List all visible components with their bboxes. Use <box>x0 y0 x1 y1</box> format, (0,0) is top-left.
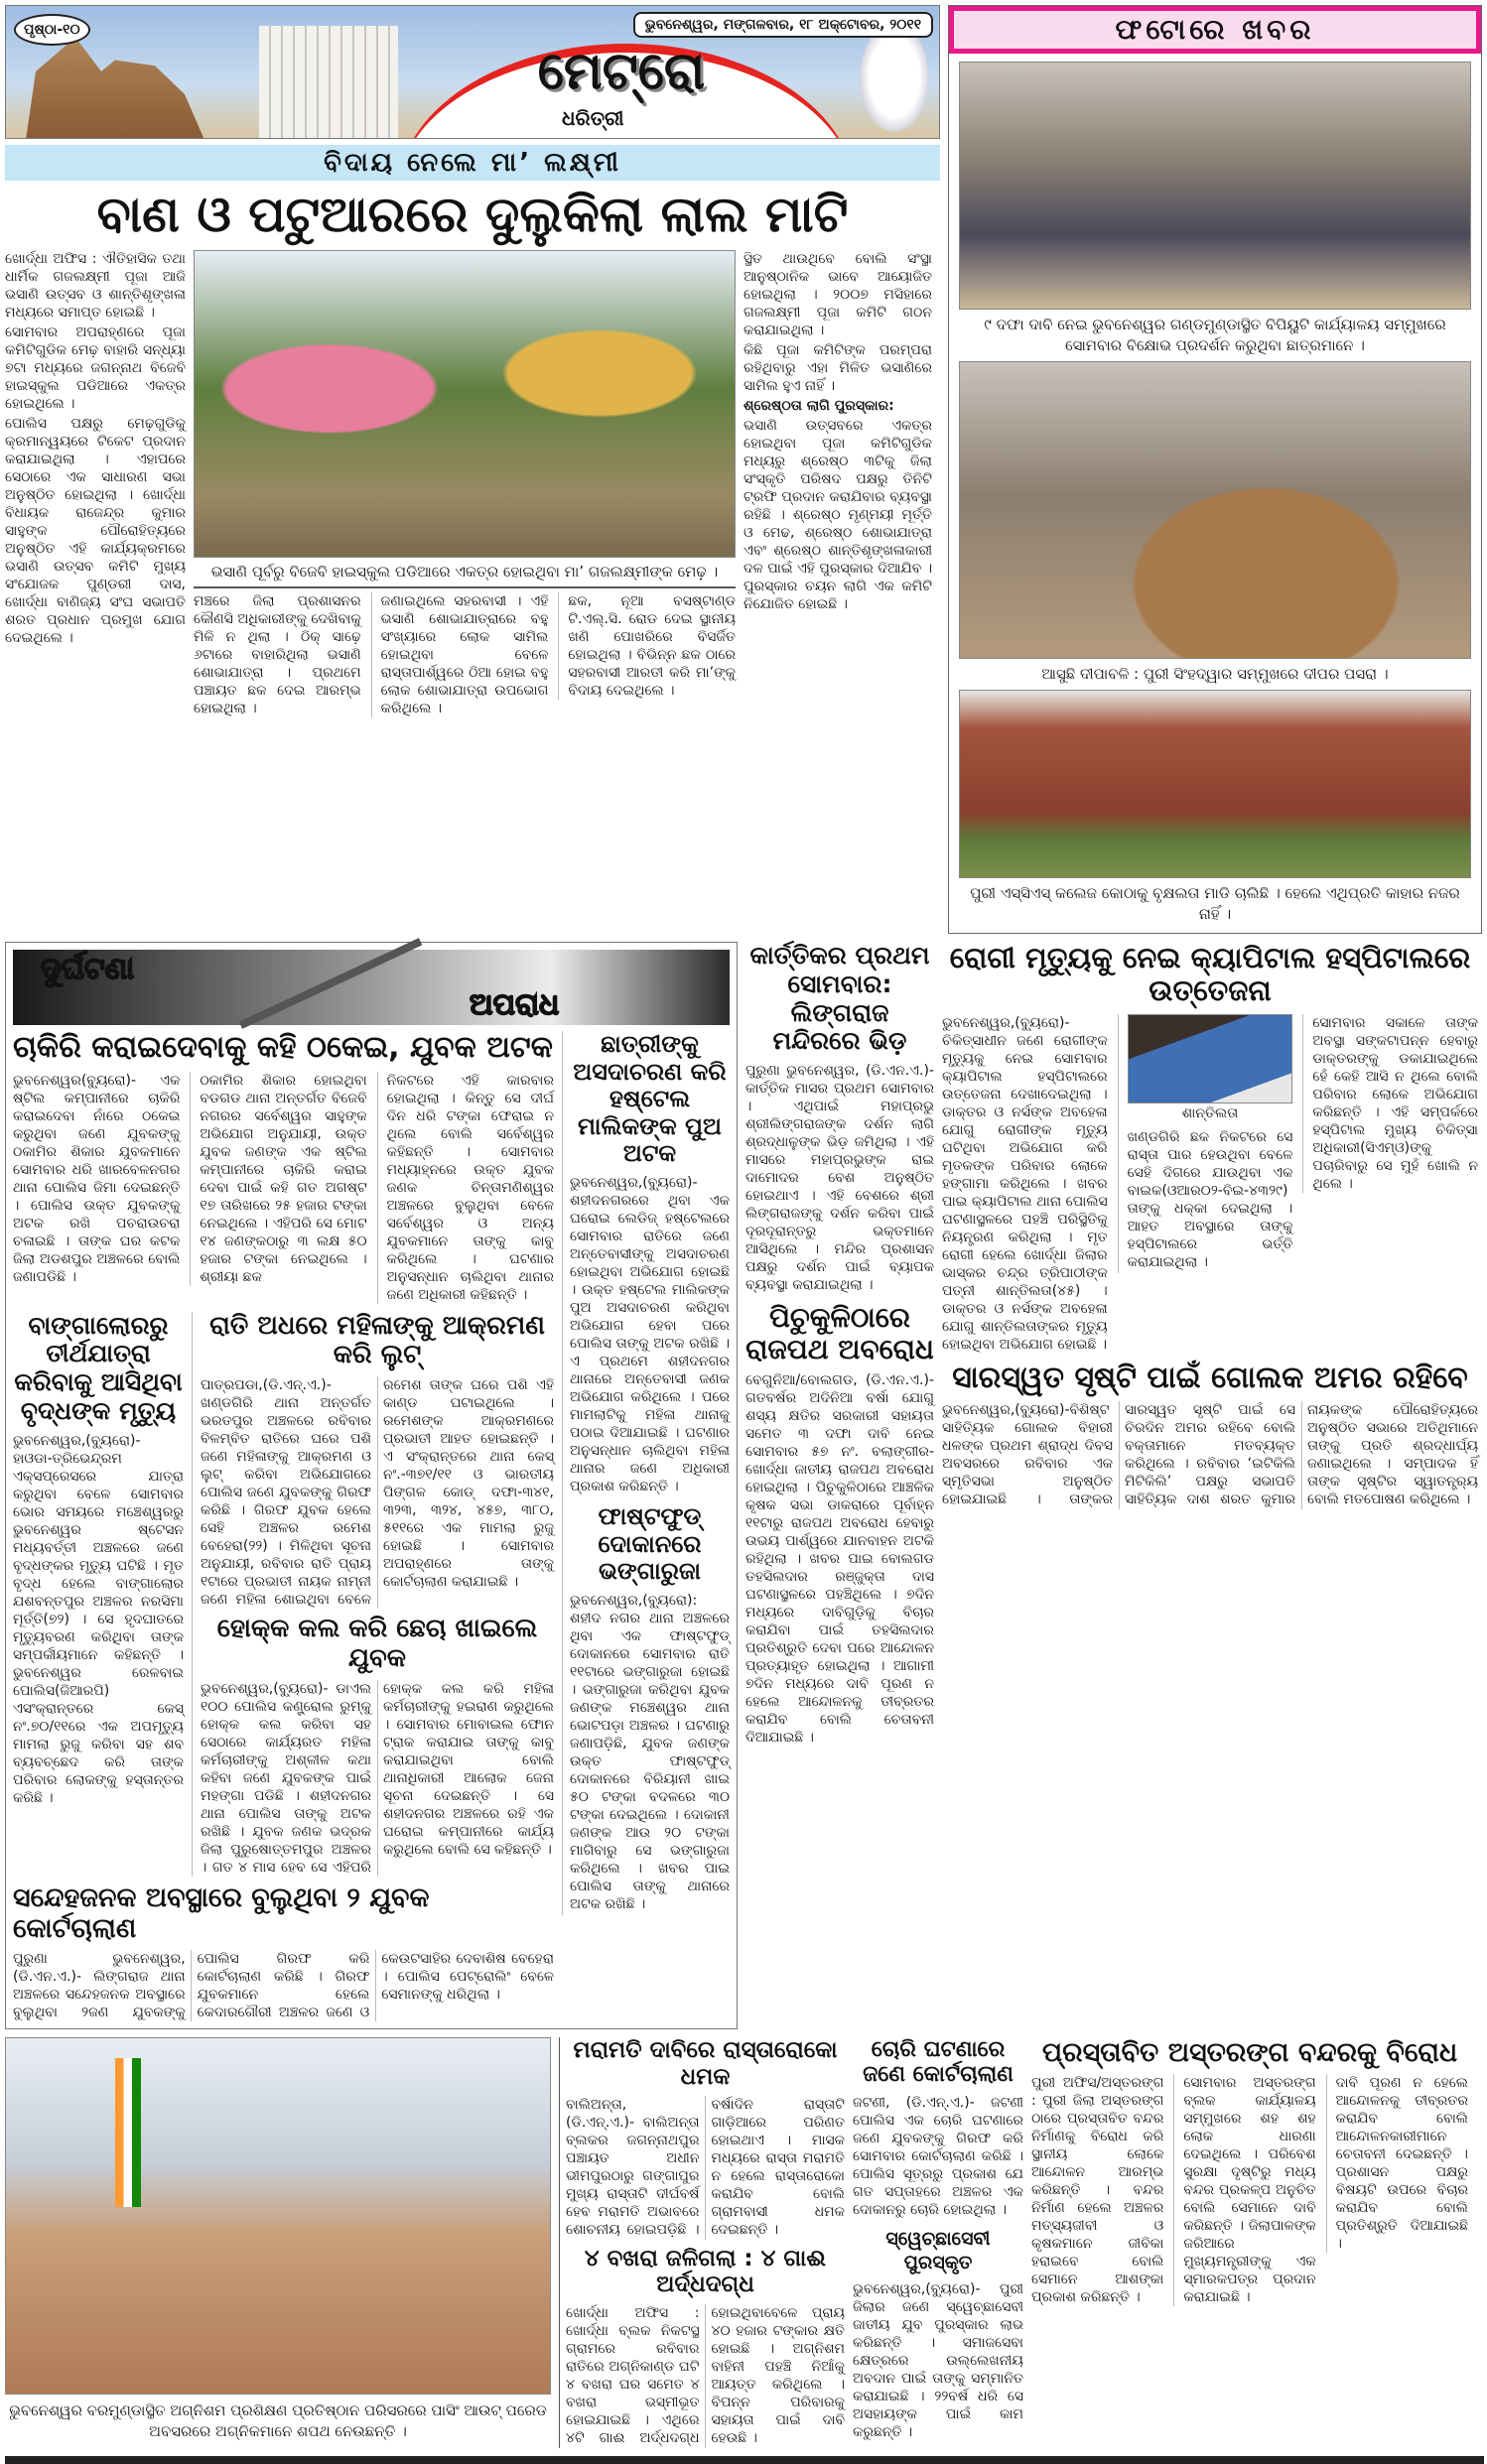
fire-headline: ୪ ବଖରା ଜଳିଗଲା : ୪ ଗାଈ ଅର୍ଦ୍ଧଦଗ୍ଧ <box>584 2246 827 2298</box>
paragraph: ପୁରୁଣା ଭୁବନେଶ୍ୱର, (ଡି.ଏନ.ଏ.)-କାର୍ତ୍ତିକ ମାସର ପ୍ରଥମ ସୋମବାର । ଏଥିପାଇଁ ମହାପ୍ରଭୁ ଶ୍ରୀଲିଙ୍ଗରାଜଙ୍କ ଦର୍ଶନ ଲାଗି ଶ୍ରଦ୍ଧାଳୁଙ୍କ ଭିଡ଼ ଜମିଥିଲା । ଏହି ମାସରେ ମହାପ୍ରଭୁଙ୍କ ରାଇ ଦାମୋଦର ବେଶ ଅନୁଷ୍ଠିତ ହୋଇଥାଏ । ଏହି ବେଶରେ ଶ୍ରୀ ଲିଙ୍ଗରାଜଙ୍କୁ ଦର୍ଶନ କରିବା ପାଇଁ ଦୂରଦୂରାନ୍ତରୁ ଭକ୍ତମାନେ ଆସିଥିଲେ । ମନ୍ଦିର ପ୍ରଶାସନ ପକ୍ଷରୁ ଦର୍ଶନ ପାଇଁ ବ୍ୟାପକ ବ୍ୟବସ୍ଥା କରାଯାଇଥିଲା । <box>745 1063 934 1293</box>
paragraph: ଜଣାଇଥିଲେ ସହରବାସୀ । ଏହି ଭସାଣି ଶୋଭାଯାତ୍ରାରେ ବହୁ ସଂଖ୍ୟାରେ ଲୋକ ସାମିଲ ହୋଇଥିବା ବେଳେ ରାସ୍ତାପାର୍ଶ୍ୱରେ ଠିଆ ହୋଇ ବହୁ ଲୋକ ଶୋଭାଯାତ୍ରା ଉପଭୋଗ କରିଥିଲେ । <box>371 592 549 717</box>
paragraph: ସୋମବାର ଅସ୍ତରଙ୍ଗ ବ୍ଲକ କାର୍ଯ୍ୟାଳୟ ସମ୍ମୁଖରେ ଶହ ଶହ ଲୋକ ଧାରଣା ଦେଇଥିଲେ । ପରିବେଶ ସୁରକ୍ଷା ଦୃଷ୍ଟିରୁ ମଧ୍ୟ ବନ୍ଦର ପ୍ରକଳ୍ପ ଅନୁଚିତ ବୋଲି ସେମାନେ ଦାବି କରିଛନ୍ତି । ଜିଲାପାଳଙ୍କ ଜରିଆରେ ମୁଖ୍ୟମନ୍ତ୍ରୀଙ୍କୁ ଏକ ସ୍ମାରକପତ୍ର ପ୍ରଦାନ କରାଯାଇଛି । <box>1173 2074 1315 2306</box>
crime-story-job-fraud <box>13 1072 554 1306</box>
college-building-photo <box>959 690 1471 878</box>
crime-side <box>562 1031 730 1915</box>
port-block <box>1031 2037 1468 2308</box>
paragraph: ମଞ୍ଚରେ ଜିଲା ପ୍ରଶାସନର କୌଣସି ଅଧିକାରୀଙ୍କୁ ଦେଖିବାକୁ ମିଳି ନ ଥିଲା । ଠିକ୍ ସାଢ଼େ ୬ଟାରେ ବାହାରିଥିଲା ଭସାଣି ଶୋଭାଯାତ୍ରା । ପ୍ରଥମେ ପଞ୍ଚାୟତ ଛକ ଦେଇ ଆରମ୍ଭ ହୋଇଥିଲା । <box>194 592 361 716</box>
passing-out-parade-photo <box>5 2037 551 2395</box>
top-band <box>5 5 1484 934</box>
paragraph: ଖୋର୍ଦ୍ଧା ଅଫିସ : ଐତିହାସିକ ତଥା ଧାର୍ମିକ ଗଜଲକ୍ଷ୍ମୀ ପୂଜା ଆଜି ଭସାଣି ଉତ୍ସବ ଓ ଶାନ୍ତିଶୃଙ୍ଖଳା ମଧ୍ୟରେ ସମାପ୍ତ ହୋଇଛି । <box>5 250 186 321</box>
page-bottom-rule <box>5 2456 1484 2464</box>
crime-headline-hostel: ଛାତ୍ରୀଙ୍କୁ ଅସଦାଚରଣ କରି ହଷ୍ଟେଲ ମାଲିକଙ୍କ ପୁଅ ଅଟକ <box>573 1030 727 1168</box>
paragraph: ଭୁବନେଶ୍ୱର,(ବ୍ୟୁରୋ)- ଡାଏଲ ୧୦୦ ପୋଲିସ କଣ୍ଟ୍ରୋଲ ରୁମ୍‌କୁ ହୋକ୍କ କଲ କରିବା ସହ ସେଠାରେ କାର୍ଯ୍ୟରତ ମହିଳା କର୍ମଚାରୀଙ୍କୁ ଅଶ୍ଳୀଳ କଥା କହିବା ଜଣେ ଯୁବକଙ୍କ ପାଇଁ ମହଙ୍ଗା ପଡିଛି । ଶହୀଦନଗର ଥାନା ପୋଲିସ ତାଙ୍କୁ ଅଟକ ରଖିଛି । ଯୁବକ ଜଣକ ଭଦ୍ରକ ଜିଲା ପୁରୁଷୋତ୍ତମପୁର ଅଞ୍ଚଳର । ଗତ ୪ ମାସ ହେବ ସେ ଏହିପରି ହୋକ୍କ କଲ କରି ମହିଳା କର୍ମଚାରୀଙ୍କୁ ହଇରାଣ କରୁଥିଲେ । ସୋମବାର ମୋବାଇଲ ଫୋନ ଟ୍ରାକ କରାଯାଇ ତାଙ୍କୁ କାବୁ କରାଯାଇଥିବା ବୋଲି ଥାନାଧିକାରୀ ଆଲୋକ ଜେନା ସୂଚନା ଦେଇଛନ୍ତି । ସେ ଶହୀଦନଗର ଅଞ୍ଚଳରେ ରହି ଏକ ଘରୋଇ କମ୍ପାନୀରେ କାର୍ଯ୍ୟ କରୁଥିଲେ ବୋଲି ସେ କହିଛନ୍ତି । <box>201 1681 554 1877</box>
paragraph: ସୋମବାର ଅପରାହ୍ଣରେ ପୂଜା କମିଟିଗୁଡିକ ମେଢ଼ ବାହାରି ସନ୍ଧ୍ୟା ୭ଟା ମଧ୍ୟରେ ଜଗନ୍ନାଥ ବିଜେବି ହାଇସ୍କୁଲ ପଡିଆରେ ଏକତ୍ର ହୋଇଥିଲେ । <box>5 324 186 412</box>
paragraph: ପାତ୍ରପଡା,(ଡି.ଏନ୍.ଏ.)- ଖଣ୍ଡଗିରି ଥାନା ଅନ୍ତର୍ଗତ ଭରତପୁର ଅଞ୍ଚଳରେ ରବିବାର ବିଳମ୍ବିତ ରାତିରେ ଘରେ ପଶି ଜଣେ ମହିଳାଙ୍କୁ ଆକ୍ରମଣ ଓ ଲୁଟ୍ କରିବା ଅଭିଯୋଗରେ ପୋଲିସ ଜଣେ ଯୁବକଙ୍କୁ ଗିରଫ କରିଛି । ଗିରଫ ଯୁବକ ହେଲେ ସେହି ଅଞ୍ଚଳର ରମେଶ ବେହେରା(୨୨) । ମିଳିଥିବା ସୂଚନା ଅନୁଯାୟୀ, ରବିବାର ରାତି ପ୍ରାୟ ୧ଟାରେ ପ୍ରଭାତୀ ନାୟକ ନାମ୍ନୀ ଜଣେ ମହିଳା ଶୋଇଥିବା ବେଳେ ରମେଶ ତାଙ୍କ ଘରେ ପଶି ଏହି କାଣ୍ଡ ଘଟାଇଥିଲେ । ରମେଶଙ୍କ ଆକ୍ରମଣରେ ପ୍ରଭାତୀ ଆହତ ହୋଇଛନ୍ତି । ଏ ସଂକ୍ରାନ୍ତରେ ଥାନା କେସ୍ ନଂ.-୩୭୧/୧୧ ଓ ଭାରତୀୟ ପିଙ୍ଗଳ କୋଡ୍ ଦଫା-୩୪୧, ୩୨୩, ୩୨୪, ୪୫୭, ୩୮୦, ୫୧୧ରେ ଏକ ମାମଲା ରୁଜୁ ହୋଇଛି । ସୋମବାର ଅପରାହ୍ଣରେ ତାଙ୍କୁ କୋର୍ଟଚାଲାଣ କରାଯାଇଛି । <box>201 1377 554 1609</box>
lead-kicker: ବିଦାୟ ନେଲେ ମା’ ଲକ୍ଷ୍ମୀ <box>5 145 940 181</box>
crime-banner-line1: ଦୁର୍ଘଟଣା <box>41 952 135 986</box>
lead-column-bottom <box>194 592 736 719</box>
paragraph: ଦାବି ପୂରଣ ନ ହେଲେ ଆନ୍ଦୋଳନକୁ ତୀବ୍ରତର କରାଯିବ ବୋଲି ଆନ୍ଦୋଳନକାରୀମାନେ ଚେତାବନୀ ଦେଇଛନ୍ତି । ପ୍ରଶାସନ ପକ୍ଷରୁ ବିଷୟଟି ଉପରେ ବିଚାର କରାଯିବ ବୋଲି ପ୍ରତିଶ୍ରୁତି ଦିଆଯାଇଛି । <box>1326 2074 1468 2253</box>
crime-headline-hoax-call: ହୋକ୍କ କଲ କରି ଛେଚା ଖାଇଲେ ଯୁବକ <box>216 1614 538 1674</box>
photo-news-title: ଫଟୋରେ ଖବର <box>954 11 1476 49</box>
pithukuli-headline: ପିଚୁକୁଳିଠାରେ ରାଜପଥ ଅବରୋଧ <box>745 1301 934 1366</box>
lead-headline: ବାଣ ଓ ପଟୁଆରରେ ଦୁଲୁକିଲା ଲାଲ ମାଟି <box>96 186 849 243</box>
masthead <box>5 5 940 139</box>
paragraph: ଭୁବନେଶ୍ୱର,(ବ୍ୟୁରୋ): ଶହୀଦ ନଗର ଥାନା ଅଞ୍ଚଳରେ ଥିବା ଏକ ଫାଷ୍ଟଫୁଡ୍ ଦୋକାନରେ ସୋମବାର ରାତି ୧୧ଟାରେ ଭଙ୍ଗାରୁଜା ହୋଇଛି । ଭଙ୍ଗାରୁଜା କରିଥିବା ଯୁବକ ଜଣଙ୍କ ମଞ୍ଚେଶ୍ୱର ଥାନା ଭୋଟପଡ଼ା ଅଞ୍ଚଳର । ଘଟଣାରୁ ଜଣାପଡ଼ିଛି, ଯୁବକ ଜଣଙ୍କ ଉକ୍ତ ଫାଷ୍ଟଫୁଡ୍ ଦୋକାନରେ ବିରିୟାନୀ ଖାଇ ୫୦ ଟଙ୍କା ବଦଳରେ ୩୦ ଟଙ୍କା ଦେଇଥିଲେ । ଦୋକାନୀ ଜଣଙ୍କ ଆଉ ୨୦ ଟଙ୍କା ମାଗିବାରୁ ସେ ଭଙ୍ଗାରୁଜା କରିଥିଲେ । ଖବର ପାଇ ପୋଲିସ ତାଙ୍କୁ ଥାନାରେ ଅଟକ ରଖିଛି । <box>570 1592 730 1912</box>
photo-news-header <box>949 6 1481 54</box>
crime-headline-robbery: ରାତି ଅଧରେ ମହିଳାଙ୍କୁ ଆକ୍ରମଣ କରି ଲୁଟ୍ <box>209 1310 545 1370</box>
maramati-story <box>566 2096 845 2240</box>
crime-section <box>5 942 738 2029</box>
lead-story <box>5 250 940 719</box>
crime-story-hostel <box>570 1174 730 1497</box>
paragraph: ସୋମବାର ସକାଳେ ତାଙ୍କ ଅବସ୍ଥା ସଙ୍କଟାପନ୍ନ ହେବାରୁ ଡାକ୍ତରଙ୍କୁ ଡକାଯାଇଥିଲେ ହେଁ କେହି ଆସି ନ ଥିଲେ ବୋଲି ପରିବାର ଲୋକେ ଅଭିଯୋଗ କରିଛନ୍ତି । ଏହି ସମ୍ପର୍କରେ ହସ୍ପିଟାଲ ମୁଖ୍ୟ ଚିକିତ୍ସା ଅଧିକାରୀ(ସିଏମ୍‌ଓ)ଙ୍କୁ ପଚାରିବାରୁ ସେ ମୁହଁ ଖୋଲି ନ ଥିଲେ । <box>1302 1014 1478 1193</box>
page-number: ପୃଷ୍ଠା-୧୦ <box>14 14 90 46</box>
photo-caption-college: ପୁରୀ ଏସ୍‌ସିଏସ୍ କଲେଜ କୋଠାକୁ ବୃକ୍ଷଲତା ମାଡି ଚାଲିଛି । ହେଲେ ଏଥିପ୍ରତି କାହାର ନଜର ନାହିଁ । <box>970 884 1460 923</box>
photo-caption-protest: ୯ ଦଫା ଦାବି ନେଇ ଭୁବନେଶ୍ୱର ଗଣ୍ଡମୁଣ୍ଡାସ୍ଥିତ ବିପିୟୁଟି କାର୍ଯ୍ୟାଳୟ ସମ୍ମୁଖରେ ସୋମବାର ବିକ୍ଷୋଭ ପ୍ରଦର୍ଶନ କରୁଥିବା ଛାତ୍ରମାନେ । <box>984 316 1446 354</box>
lead-center <box>194 250 736 719</box>
paragraph: ଛକ, ନୂଆ ବସଷ୍ଟାଣ୍ଡ ଟି.ଏଲ୍.ସି. ରୋଡ ଦେଇ ସ୍ଥାନୀୟ ଖଣି ପୋଖରିରେ ବିସର୍ଜିତ ହୋଇଥିଲା । ବିଭିନ୍ନ ଛକ ଠାରେ ସହରବାସୀ ଆରତୀ କରି ମା’ଙ୍କୁ ବିଦାୟ ଦେଇଥିଲେ । <box>558 592 736 700</box>
volunteer-story <box>853 2280 1023 2443</box>
crime-headline-pilgrim: ବାଙ୍ଗାଲୋରରୁ ତୀର୍ଥଯାତ୍ରା କରିବାକୁ ଆସିଥିବା ବୃଦ୍ଧଙ୍କ ମୃତ୍ୟୁ <box>14 1310 183 1425</box>
stupa-image <box>855 36 934 139</box>
crime-story-hoax-call <box>201 1680 554 1877</box>
paragraph: ବେଗୁନିଆ/ବୋଲଗଡ, (ଡି.ଏନ.ଏ.)-ଗତବର୍ଷର ଅଦିନିଆ ବର୍ଷା ଯୋଗୁ ଶସ୍ୟ କ୍ଷତିର ସରକାରୀ ସହାୟତା ସମେତ ୩ ଦଫା ଦାବି ନେଇ ସୋମବାର ୫୭ ନଂ. ବଲାଙ୍ଗୀର-ଖୋର୍ଦ୍ଧା ଜାତୀୟ ରାଜପଥ ଅବରୋଧ ହୋଇଥିଲା । ପିଚୁକୁଳିଠାରେ ଆଞ୍ଚଳିକ କୃଷକ ସଭା ଡାକରାରେ ପୂର୍ବାହ୍ନ ୧୧ଟାରୁ ରାଜପଥ ଅବରୋଧ ହେବାରୁ ଉଭୟ ପାର୍ଶ୍ୱରେ ଯାନବାହନ ଅଟକି ରହିଥିଲା । ଖବର ପାଇ ବୋଲଗଡ ତହସିଲଦାର ରଞ୍ଜୁକ୍ତା ଦାସ ଘଟଣାସ୍ଥଳରେ ପହଞ୍ଚିଥିଲେ । ୭ଦିନ ମଧ୍ୟରେ ଦାବିଗୁଡ଼ିକୁ ବିଚାର କରାଯିବା ପାଇଁ ତହସିଲଦାର ପ୍ରତିଶ୍ରୁତି ଦେବା ପରେ ଆନ୍ଦୋଳନ ପ୍ରତ୍ୟାହୃତ ହୋଇଥିଲା । ଆଗାମୀ ୭ଦିନ ମଧ୍ୟରେ ଦାବି ପୂରଣ ନ ହେଲେ ଆନ୍ଦୋଳନକୁ ତୀବ୍ରତର କରାଯିବ ବୋଲି ଚେତାବନୀ ଦିଆଯାଇଛି । <box>745 1372 934 1747</box>
diya-seller-photo <box>959 361 1471 659</box>
paragraph: ଭୁବନେଶ୍ୱର,(ବ୍ୟୁରୋ)- ପୁରୀ ଜିଲାର ଜଣେ ସ୍ୱେଚ୍ଛାସେବୀ ଜାତୀୟ ଯୁବ ପୁରସ୍କାର ଲାଭ କରିଛନ୍ତି । ସମାଜସେବା କ୍ଷେତ୍ରରେ ଉଲ୍ଲେଖନୀୟ ଅବଦାନ ପାଇଁ ତାଙ୍କୁ ସମ୍ମାନିତ କରାଯାଇଛି । ୨୨ବର୍ଷ ଧରି ସେ ଅସହାୟଙ୍କ ପାଇଁ କାମ କରୁଛନ୍ତି । <box>853 2280 1023 2440</box>
subheading: ଶ୍ରେଷ୍ଠତା ଲାଗି ପୁରସ୍କାର: <box>744 397 894 414</box>
crime-story-fastfood <box>570 1592 730 1915</box>
golak-headline: ସାରସ୍ୱତ ସୃଷ୍ଟି ପାଇଁ ଗୋଲକ ଅମର ରହିବେ <box>952 1360 1468 1395</box>
crime-headline-fastfood: ଫାଷ୍ଟଫୁଡ୍ ଦୋକାନରେ ଭଙ୍ଗାରୁଜା <box>598 1501 702 1586</box>
bottom-band <box>5 2037 1484 2448</box>
hospital-headline: ରୋଗୀ ମୃତ୍ୟୁକୁ ନେଇ କ୍ୟାପିଟାଲ ହସ୍ପିଟାଲରେ ଉତ୍ତେଜନା <box>949 941 1471 1008</box>
paragraph: ସ୍ଥିତ ଥାଉଥିବେ ବୋଲି ସଂସ୍ଥା ଆନୁଷ୍ଠାନିକ ଭାବେ ଆୟୋଜିତ ହୋଇଥିଲା । ୨୦୦୭ ମସିହାରେ ଗଜଲକ୍ଷ୍ମୀ ପୂଜା କମିଟି ଗଠନ କରାଯାଇଥିଲା । <box>744 250 932 338</box>
paragraph: ପୋଲିସ ପକ୍ଷରୁ ମେଢ଼ଗୁଡିକୁ କ୍ରମାନ୍ୱୟରେ ଟିକେଟ ପ୍ରଦାନ କରାଯାଇଥିଲା । ଏହାପରେ ସେଠାରେ ଏକ ସାଧାରଣ ସଭା ଅନୁଷ୍ଠିତ ହୋଇଥିଲା । ଖୋର୍ଦ୍ଧା ବିଧାୟକ ରାଜେନ୍ଦ୍ର କୁମାର ସାହୁଙ୍କ ପୌରୋହିତ୍ୟରେ ଅନୁଷ୍ଠିତ ଏହି କାର୍ଯ୍ୟକ୍ରମରେ ଭସାଣି ଉତ୍ସବ କମିଟି ମୁଖ୍ୟ ସଂଯୋଜକ ପୁଣ୍ଡରୀ ଦାସ, ଖୋର୍ଦ୍ଧା ବାଣିଜ୍ୟ ସଂଘ ସଭାପତି ଶରତ ପ୍ରଧାନ ପ୍ରମୁଖ ଯୋଗ ଦେଇଥିଲେ । <box>5 415 186 646</box>
parade-caption: ଭୁବନେଶ୍ୱର ବରମୁଣ୍ଡାସ୍ଥିତ ଅଗ୍ନିଶମ ପ୍ରଶିକ୍ଷଣ ପ୍ରତିଷ୍ଠାନ ପରିସରରେ ପାସିଂ ଆଉଟ୍ ପରେଡ ଅବସରରେ ଅଗ୍ନିକମାନେ ଶପଥ ନେଉଛନ୍ତି । <box>9 2401 547 2441</box>
paragraph: ବାଲିଅନ୍ତା, (ଡି.ଏନ୍.ଏ.)- ବାଲିଅନ୍ତା ବ୍ଲକର ଜଗନ୍ନାଥପୁର ପଞ୍ଚାୟତ ଅଧୀନ ଭୀମପୁରଠାରୁ ଗଙ୍ଗାପୁର ମୁଖ୍ୟ ରାସ୍ତାଟି ଦୀର୍ଘବର୍ଷ ହେବ ମରାମତି ଅଭାବରେ ଶୋଚନୀୟ ହୋଇପଡ଼ିଛି । ବର୍ଷାଦିନ ରାସ୍ତାଟି ଗାଡ଼ିଆରେ ପରିଣତ ହୋଇଥାଏ । ମାସକ ମଧ୍ୟରେ ରାସ୍ତା ମରାମତି ନ ହେଲେ ରାସ୍ତାରୋକୋ କରାଯିବ ବୋଲି ଗ୍ରାମବାସୀ ଧମକ ଦେଇଛନ୍ତି । <box>566 2097 845 2239</box>
paragraph: ଖଣ୍ଡଗିରି ଛକ ନିକଟରେ ସେ ରାସ୍ତା ପାର ହେଉଥିବା ବେଳେ ସେହି ଦିଗରେ ଯାଉଥିବା ଏକ ବାଇକ(ଓଆର୦୨-ବିଇ-୪୩୨୯) ତାଙ୍କୁ ଧକ୍କା ଦେଇଥିଲା । ଆହତ ଅବସ୍ଥାରେ ତାଙ୍କୁ ହସ୍ପିଟାଲରେ ଭର୍ତ୍ତି କରାଯାଇଥିଲା । <box>1127 1128 1293 1270</box>
paragraph: ଠକାମିର ଶିକାର ହୋଇଥିବା ବଡଗଡ ଥାନା ଅନ୍ତର୍ଗତ ବିଜେବି ନଗରର ସର୍ବେଶ୍ୱର ସାହୁଙ୍କ ଅଭିଯୋଗ ଅନୁଯାୟୀ, ଉକ୍ତ ଯୁବକ ଜଣଙ୍କ ଏକ ଷ୍ଟିଲ କମ୍ପାନୀରେ ଚାକିରି କରାଇ ଦେବା ପାଇଁ କହି ଗତ ଅଗଷ୍ଟ ୧୭ ତାରିଖରେ ୨୫ ହଜାର ଟଙ୍କା ନେଇଥିଲେ । ଏହିପରି ସେ ମୋଟ ୧୪ ଜଣଙ୍କଠାରୁ ୩ ଲକ୍ଷ ୫୦ ହଜାର ଟଙ୍କା ନେଇଥିଲେ । ଶ୍ରୀୟା ଛକ <box>190 1072 366 1286</box>
lead-area <box>5 5 940 719</box>
golak-story <box>942 1401 1478 1509</box>
crime-story-suspicious <box>13 1950 554 2021</box>
crime-banner-line2: ଅପରାଧ <box>470 987 560 1022</box>
paragraph: ଭୁବନେଶ୍ୱର,(ବ୍ୟୁରୋ)- ହାଓଡା-ତ୍ରିଭେନ୍ଦ୍ରମ ଏକ୍ସପ୍ରେସରେ ଯାତ୍ରା କରୁଥିବା ବେଳେ ସୋମବାର ଭୋର ସମୟରେ ମଞ୍ଚେଶ୍ୱରରୁ ଭୁବନେଶ୍ୱର ଷ୍ଟେସନ ମଧ୍ୟବର୍ତ୍ତୀ ଅଞ୍ଚଳରେ ଜଣେ ବୃଦ୍ଧଙ୍କର ମୃତ୍ୟୁ ଘଟିଛି । ମୃତ ବୃଦ୍ଧ ହେଲେ ବାଙ୍ଗାଲୋର ଯଶବନ୍ତପୁର ଅଞ୍ଚଳର ନରସିମା ମୂର୍ତ୍ତି(୭୨) । ସେ ହୃଦଘାତରେ ମୃତ୍ୟୁବରଣ କରିଥିବା ତାଙ୍କ ସମ୍ପର୍କୀୟମାନେ କହିଛନ୍ତି । ଭୁବନେଶ୍ୱର ରେଳବାଇ ପୋଲିସ(ଜିଆରପି) ଏସଂକ୍ରାନ୍ତରେ କେସ୍ ନଂ.୭୦/୧୧ରେ ଏକ ଅପମୃତ୍ୟୁ ମାମଲା ରୁଜୁ କରିବା ସହ ଶବ ବ୍ୟବଚ୍ଛେଦ କରି ତାଙ୍କ ପରିବାର ଲୋକଙ୍କୁ ହସ୍ତାନ୍ତର କରିଛି । <box>13 1432 184 1806</box>
lead-column-right <box>744 250 932 615</box>
crime-main <box>13 1031 554 2021</box>
paragraph: ପୁରୁଣା ଭୁବନେଶ୍ୱର, (ଡି.ଏନ.ଏ.)- ଲିଙ୍ଗରାଜ ଥାନା ଅଞ୍ଚଳରେ ସନ୍ଦେହଜନକ ଅବସ୍ଥାରେ ବୁଲୁଥିବା ୨ଜଣ ଯୁବକଙ୍କୁ ପୋଲିସ ଗିରଫ କରି କୋର୍ଟଚାଲାଣ କରିଛି । ଗିରଫ ଯୁବକମାନେ ହେଲେ କେଦାରଗୌରୀ ଅଞ୍ଚଳର ଜଣେ ଓ କେଉଟସାହିର ଦେବାଶିଷ ବେହେରା । ପୋଲିସ ପେଟ୍ରୋଲିଂ ବେଳେ ସେମାନଙ୍କୁ ଧରିଥିଲା । <box>13 1951 554 2021</box>
port-story <box>1031 2074 1468 2308</box>
pithukuli-story <box>745 1371 934 1749</box>
paragraph: ଖୋର୍ଦ୍ଧା ଅଫିସ : ଖୋର୍ଦ୍ଧା ବ୍ଲକ ନିକଟସ୍ଥ ଗ୍ରାମରେ ରବିବାର ରାତିରେ ଅଗ୍ନିକାଣ୍ଡ ଘଟି ୪ ବଖରା ଘର ସମେତ ୪ ବଖରା ଭସ୍ମୀଭୂତ ହୋଇଯାଇଛି । ଏଥିରେ ୪ଟି ଗାଈ ଅର୍ଦ୍ଧଦଗ୍ଧ ହୋଇଥିବାବେଳେ ପ୍ରାୟ ୪୦ ହଜାର ଟଙ୍କାର କ୍ଷତି ହୋଇଛି । ଅଗ୍ନିଶମ ବାହିନୀ ପହଞ୍ଚି ନିଆଁକୁ ଆୟତ୍ତ କରିଥିଲେ । ବିପନ୍ନ ପରିବାରକୁ ସହାୟତା ପାଇଁ ଦାବି ହେଉଛି । <box>566 2304 845 2446</box>
volunteer-subheading: ସ୍ୱେଚ୍ଛାସେବୀ ପୁରସ୍କୃତ <box>885 2227 991 2273</box>
middle-column <box>745 942 934 1749</box>
crime-story-pilgrim <box>13 1432 184 1809</box>
gajalaxmi-idols-photo <box>194 250 736 558</box>
crime-banner <box>13 950 730 1025</box>
lead-column-left <box>5 250 186 649</box>
port-headline: ପ୍ରସ୍ତାବିତ ଅସ୍ତରଙ୍ଗ ବନ୍ଦରକୁ ବିରୋଧ <box>1041 2037 1458 2069</box>
maramati-headline: ମରାମତି ଦାବିରେ ରାସ୍ତାରୋକୋ ଧମକ <box>573 2037 838 2090</box>
chori-story <box>853 2094 1023 2221</box>
parade-block <box>5 2037 551 2442</box>
patient-photo <box>1128 1014 1293 1103</box>
hospital-story <box>942 1014 1478 1356</box>
middle-band <box>5 942 1484 2029</box>
newspaper-title: ମେଟ୍ରୋ <box>537 42 706 101</box>
patient-photo-caption: ଶାନ୍ତିଲତା <box>1181 1104 1239 1121</box>
crime-story-robbery <box>201 1376 554 1609</box>
paragraph: ଭୁବନେଶ୍ୱର,(ବ୍ୟୁରୋ)-ବିଶିଷ୍ଟ ସାହିତ୍ୟିକ ଗୋଲକ ବିହାରୀ ଧଳଙ୍କ ପ୍ରଥମ ଶ୍ରାଦ୍ଧ ଦିବସ ଅବସରରେ ରବିବାର ଏକ ସ୍ମୃତିସଭା ଅନୁଷ୍ଠିତ ହୋଇଯାଇଛି । ତାଙ୍କର ସାରସ୍ୱତ ସୃଷ୍ଟି ପାଇଁ ସେ ଚିରଦିନ ଅମର ରହିବେ ବୋଲି ବକ୍ତାମାନେ ମତବ୍ୟକ୍ତ କରିଥିଲେ । ରବିବାର ‘ଇଟିକିଲି ମିଟିକିଲି’ ପକ୍ଷରୁ ସଭାପତି ସାହିତ୍ୟିକ ଦାଶ ଶରତ କୁମାର ନାୟକଙ୍କ ପୌରୋହିତ୍ୟରେ ଅନୁଷ୍ଠିତ ସଭାରେ ଅତିଥିମାନେ ତାଙ୍କୁ ପ୍ରତି ଶ୍ରଦ୍ଧାର୍ଘ୍ୟ ଜଣାଇଥିଲେ । ସମ୍ପାଦକ ହିଁ ତାଙ୍କ ସୃଷ୍ଟିର ସ୍ୱାତନ୍ତ୍ର୍ୟ ବୋଲି ମତପୋଷଣ କରିଥିଲେ । <box>942 1402 1478 1508</box>
dagger-icon <box>239 938 423 1029</box>
paragraph: କିଛି ପୂଜା କମିଟିଙ୍କ ପରମ୍ପରା ରହିଥିବାରୁ ଏହା ମିଳିତ ଭସାଣିରେ ସାମିଲ ହୁଏ ନାହିଁ । <box>744 341 932 394</box>
paragraph: ଭୁବନେଶ୍ୱର(ବ୍ୟୁରୋ)- ଏକ ଷ୍ଟିଲ କମ୍ପାନୀରେ ଚାକିରି କରାଇଦେବା ନାଁରେ ଠକେଇ କରୁଥିବା ଜଣେ ଯୁବକଙ୍କୁ ଠକାମିର ଶିକାର ଯୁବକମାନେ ସୋମବାର ଧରି ଖାରବେଳନଗର ଥାନା ପୋଲିସ ଜିମା ଦେଇଛନ୍ତି । ପୋଲିସ ଉକ୍ତ ଯୁବକଙ୍କୁ ଅଟକ ରଖି ପଚରାଉଚରା ଚଳାଇଛି । ତାଙ୍କ ଘର କଟକ ଜିଲା ଅଡଶପୁର ଅଞ୍ଚଳରେ ବୋଲି ଜଣାପଡିଛି । <box>13 1072 181 1285</box>
paragraph: ଭସାଣି ଉତ୍ସବରେ ଏକତ୍ର ହୋଇଥିବା ପୂଜା କମିଟିଗୁଡିକ ମଧ୍ୟରୁ ଶ୍ରେଷ୍ଠ ୩ଟିକୁ ଜିଲା ସଂସ୍କୃତି ପରିଷଦ ପକ୍ଷରୁ ତିନିଟି ଟ୍ରଫି ପ୍ରଦାନ କରାଯିବାର ବ୍ୟବସ୍ଥା ରହିଛି । ଶ୍ରେଷ୍ଠ ମୃଣ୍ମୟୀ ମୂର୍ତ୍ତି ଓ ମେଢ, ଶ୍ରେଷ୍ଠ ଶୋଭାଯାତ୍ରା ଏବଂ ଶ୍ରେଷ୍ଠ ଶାନ୍ତିଶୃଙ୍ଖଳାକାରୀ ଦଳ ପାଇଁ ଏହି ପୁରସ୍କାର ଦିଆଯିବ । ପୁରସ୍କାର ଚୟନ ଲାଗି ଏକ କମିଟି ନିଯୋଜିତ ହୋଇଛି । <box>744 417 933 612</box>
paragraph: ଭୁବନେଶ୍ୱର,(ବ୍ୟୁରୋ)- ଶହୀଦନଗରରେ ଥିବା ଏକ ଘରୋଇ ଲେଡିଜ୍ ହଷ୍ଟେଲରେ ସୋମବାର ରାତିରେ ଜଣେ ଅନ୍ତେବାସୀଙ୍କୁ ଅସଦାଚରଣ ହୋଇଥିବା ଅଭିଯୋଗ ହୋଇଛି । ଉକ୍ତ ହଷ୍ଟେଲ ମାଲିକଙ୍କ ପୁଅ ଅସଦାଚରଣ କରିଥିବା ଅଭିଯୋଗ ହେବା ପରେ ପୋଲିସ ତାଙ୍କୁ ଅଟକ ରଖିଛି । ଏ ପ୍ରଥମେ ଶହୀଦନଗର ଥାନାରେ ଅନ୍ତେବାସୀ ଜଣକ ଅଭିଯୋଗ କରିଥିଲେ । ପରେ ମାମଲାଟିକୁ ମହିଳା ଥାନାକୁ ପଠାଇ ଦିଆଯାଇଛି । ଘଟଣାର ଅନୁସନ୍ଧାନ ଚାଲିଥିବା ମହିଳା ଥାନାର ଜଣେ ଅଧିକାରୀ ପ୍ରକାଶ କରିଛନ୍ତି । <box>570 1174 730 1494</box>
photo-caption-diya: ଆସୁଛି ଦୀପାବଳି : ପୁରୀ ସିଂହଦ୍ୱାର ସମ୍ମୁଖରେ ଦୀପର ପସରା । <box>1041 665 1389 683</box>
dateline: ଭୁବନେଶ୍ୱର, ମଙ୍ଗଳବାର, ୧୮ ଅକ୍ଟୋବର, ୨୦୧୧ <box>633 12 933 38</box>
paragraph: ପୁରୀ ଅଫିସ/ଅସ୍ତରଙ୍ଗ : ପୁରୀ ଜିଲା ଅସ୍ତରଙ୍ଗ ଠାରେ ପ୍ରସ୍ତାବିତ ବନ୍ଦର ନିର୍ମାଣକୁ ବିରୋଧ କରି ସ୍ଥାନୀୟ ଲୋକେ ଆନ୍ଦୋଳନ ଆରମ୍ଭ କରିଛନ୍ତି । ବନ୍ଦର ନିର୍ମାଣ ହେଲେ ଅଞ୍ଚଳର ମତ୍ସ୍ୟଜୀବୀ ଓ କୃଷକମାନେ ଜୀବିକା ହରାଇବେ ବୋଲି ସେମାନେ ଆଶଙ୍କା ପ୍ରକାଶ କରିଛନ୍ତି । <box>1031 2075 1164 2306</box>
paragraph: ଜଟଣୀ, (ଡି.ଏନ୍.ଏ.)- ଜଟଣୀ ପୋଲିସ ଏକ ଚୋରି ଘଟଣାରେ ଜଣେ ଯୁବକଙ୍କୁ ଗିରଫ କରି ସୋମବାର କୋର୍ଟଚାଲାଣ କରିଛି । ପୋଲିସ ସୂତ୍ରରୁ ପ୍ରକାଶ ଯେ ଗତ ସପ୍ତାହରେ ଅଞ୍ଚଳର ଏକ ଦୋକାନରୁ ଚୋରି ହୋଇଥିଲା । <box>853 2094 1023 2218</box>
crime-headline-suspicious: ସନ୍ଦେହଜନକ ଅବସ୍ଥାରେ ବୁଲୁଥିବା ୨ ଯୁବକ କୋର୍ଟଚାଲାଣ <box>13 1882 430 1945</box>
chori-headline: ଚୋରି ଘଟଣାରେ ଜଣେ କୋର୍ଟଚାଲାଣ <box>863 2037 1014 2088</box>
photo-news-column <box>948 5 1482 934</box>
kartik-headline: କାର୍ତ୍ତିକର ପ୍ରଥମ ସୋମବାର: ଲିଙ୍ଗରାଜ ମନ୍ଦିରରେ ଭିଡ଼ <box>749 941 930 1056</box>
kartik-story <box>745 1062 934 1296</box>
flag-icon <box>115 2058 141 2207</box>
paragraph: ନିକଟରେ ଏହି କାରବାର ହୋଇଥିଲା । କିନ୍ତୁ ସେ ଦୀର୍ଘ ଦିନ ଧରି ଟଙ୍କା ଫେରାଇ ନ ଥିଲେ ବୋଲି ସର୍ବେଶ୍ୱର କହିଛନ୍ତି । ସୋମବାର ମଧ୍ୟାହ୍ନରେ ଉକ୍ତ ଯୁବକ ଜଣକ ଚିନ୍ତାମଣିଶ୍ୱର ଅଞ୍ଚଳରେ ବୁଲୁଥିବା ବେଳେ ସର୍ବେଶ୍ୱର ଓ ଅନ୍ୟ ଯୁବକମାନେ ତାଙ୍କୁ କାବୁ କରିଥିଲେ । ଘଟଣାର ଅନୁସନ୍ଧାନ ଚାଲିଥିବା ଥାନାର ଜଣେ ଅଧିକାରୀ କହିଛନ୍ତି । <box>377 1072 554 1304</box>
chori-block <box>853 2037 1023 2443</box>
newspaper-subtitle: ଧରିତ୍ରୀ <box>562 106 624 130</box>
crime-headline-job-fraud: ଚାକିରି କରାଇଦେବାକୁ କହି ଠକେଇ, ଯୁବକ ଅଟକ <box>13 1030 553 1065</box>
right-news-column <box>942 942 1478 1509</box>
fire-story <box>566 2304 845 2448</box>
divider <box>194 586 736 588</box>
photo-news-items <box>949 54 1481 933</box>
building-image <box>259 26 398 139</box>
lead-photo-caption: ଭସାଣି ପୂର୍ବରୁ ବିଜେବି ହାଇସ୍କୁଲ ପଡିଆରେ ଏକତ୍ର ହୋଇଥିବା ମା’ ଗଜଲକ୍ଷ୍ମୀଙ୍କ ମେଢ଼ । <box>210 562 719 581</box>
students-protest-photo <box>959 62 1471 310</box>
maramati-block <box>559 2037 845 2448</box>
paragraph: ଭୁବନେଶ୍ୱର,(ବ୍ୟୁରୋ)- ଚିକିତ୍ସାଧୀନ ଜଣେ ରୋଗୀଙ୍କ ମୃତ୍ୟୁକୁ ନେଇ ସୋମବାର କ୍ୟାପିଟାଲ ହସ୍ପିଟାଲରେ ଉତ୍ତେଜନା ଦେଖାଦେଇଥିଲା । ଡାକ୍ତର ଓ ନର୍ସଙ୍କ ଅବହେଳା ଯୋଗୁ ରୋଗୀଙ୍କ ମୃତ୍ୟୁ ଘଟିଥିବା ଅଭିଯୋଗ କରି ମୃତକଙ୍କ ପରିବାର ଲୋକେ ହଙ୍ଗାମା କରିଥିଲେ । ଖବର ପାଇ କ୍ୟାପିଟାଲ ଥାନା ପୋଲିସ ଘଟଣାସ୍ଥଳରେ ପହଞ୍ଚି ପରିସ୍ଥିତିକୁ ନିୟନ୍ତ୍ରଣ କରିଥିଲା । ମୃତ ରୋଗୀ ହେଲେ ଖୋର୍ଦ୍ଧା ଜିଲାର ଭାସ୍କର ଚନ୍ଦ୍ର ତ୍ରିପାଠୀଙ୍କ ପତ୍ନୀ ଶାନ୍ତିଲତା(୪୫) । ଡାକ୍ତର ଓ ନର୍ସଙ୍କ ଅବହେଳା ଯୋଗୁ ଶାନ୍ତିଲତାଙ୍କର ମୃତ୍ୟୁ ହୋଇଥିବା ଅଭିଯୋଗ ହୋଇଛି । <box>942 1014 1108 1353</box>
